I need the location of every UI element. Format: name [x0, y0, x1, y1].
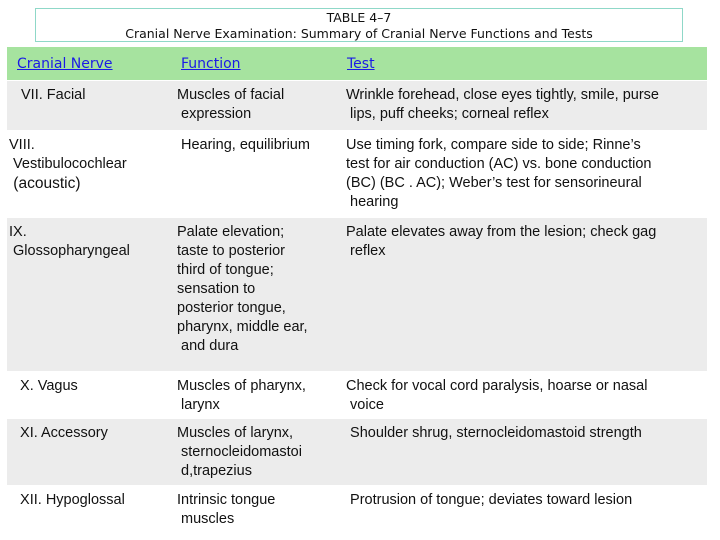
test-cell: Protrusion of tongue; deviates toward lesion [346, 492, 633, 508]
nerve-cell: IX. Glossopharyngeal [9, 224, 130, 259]
table-row [7, 486, 707, 536]
nerve-cell: X. Vagus [16, 378, 78, 394]
table-number: TABLE 4–7 [326, 10, 392, 25]
nerve-cell: VII. Facial [21, 87, 86, 103]
nerve-cell: XI. Accessory [16, 425, 108, 441]
table-caption: Cranial Nerve Examination: Summary of Cranial Nerve Functions and Tests [125, 26, 593, 41]
test-cell: Use timing fork, compare side to side; Rinne’s test for air conduction (AC) vs. bone conduction (BC) (BC . AC); Weber’s test for sensorineural hearing [346, 137, 652, 210]
header-function: Function [181, 56, 241, 72]
test-cell: Check for vocal cord paralysis, hoarse or nasal voice [346, 378, 648, 413]
test-cell: Palate elevates away from the lesion; check gag reflex [346, 224, 657, 259]
cranial-nerve-table [7, 47, 707, 536]
function-cell: Muscles of pharynx, larynx [177, 378, 306, 413]
nerve-cell: XII. Hypoglossal [16, 492, 125, 508]
test-cell: Shoulder shrug, sternocleidomastoid strength [346, 425, 642, 441]
function-cell: Hearing, equilibrium [181, 137, 310, 153]
nerve-cell: VIII. Vestibulocochlear (acoustic) [9, 137, 127, 192]
table-row [7, 372, 707, 419]
table-row [7, 81, 707, 131]
function-cell: Palate elevation; taste to posterior third of tongue; sensation to posterior tongue, pharynx, middle ear, and dura [177, 224, 308, 354]
function-cell: Intrinsic tongue muscles [177, 492, 276, 527]
table-row [7, 218, 707, 372]
table-row [7, 419, 707, 486]
function-cell: Muscles of larynx, sternocleidomastoi d,trapezius [177, 425, 302, 479]
test-cell: Wrinkle forehead, close eyes tightly, smile, purse lips, puff cheeks; corneal reflex [346, 87, 659, 122]
header-cranial-nerve: Cranial Nerve [17, 56, 113, 72]
table-row [7, 131, 707, 218]
header-test: Test [347, 56, 375, 72]
table-title [35, 8, 683, 42]
header-row [7, 47, 707, 81]
function-cell: Muscles of facial expression [177, 87, 285, 122]
